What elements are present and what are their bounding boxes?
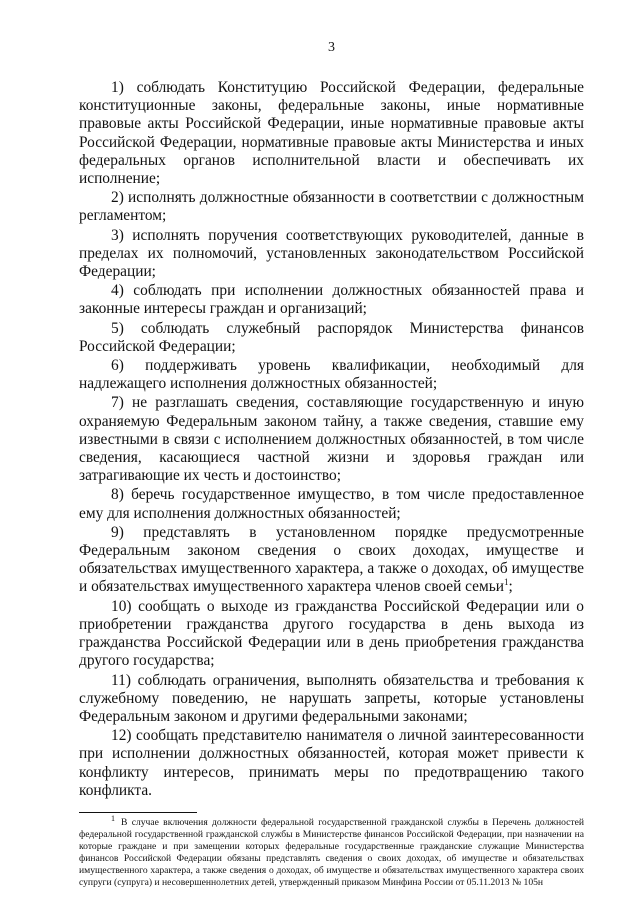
duty-item-5: 5) соблюдать служебный распорядок Министерства финансов Российской Федерации;	[79, 319, 584, 355]
duty-item-9	[79, 524, 584, 597]
duty-item-2: 2) исполнять должностные обязанности в соответствии с должностным регламентом;	[79, 189, 584, 225]
duty-item-12: 12) сообщать представителю нанимателя о личной заинтересованности при исполнении должностных обязанностей, которая может привести к конфликту интересов, принимать меры по предотвращению такого конфликта.	[79, 727, 584, 799]
duty-item-1: 1) соблюдать Конституцию Российской Федерации, федеральные конституционные законы, федеральные законы, иные нормативные правовые акты Российской Федерации, иные нормативные правовые акты Российской Федерации, нормативные правовые акты Министерства и иных федеральных органов исполнительной власти и обеспечивать их исполнение;	[79, 79, 584, 188]
footnote	[79, 813, 584, 889]
footnote-mark: 1	[111, 813, 115, 823]
footnote-text: В случае включения должности федеральной государственной гражданской службы в Перечень должностей федеральной государственной гражданской службы в Министерстве финансов Российской Федерации, при назначении на которые граждане и при замещении которых федеральные государственные гражданские служащие Министерства финансов Российской Федерации обязаны представлять сведения о своих доходах, об имуществе и обязательствах имущественного характера, а также сведения о доходах, об имуществе и обязательствах имущественного характера своих супруги (супруга) и несовершеннолетних детей, утвержденный приказом Минфина России от 05.11.2013 № 105н	[79, 816, 584, 888]
footnote-separator	[79, 812, 197, 813]
duty-item-3: 3) исполнять поручения соответствующих руководителей, данные в пределах их полномочий, установленных законодательством Российской Федерации;	[79, 226, 584, 281]
duty-item-9-tail: ;	[508, 578, 513, 596]
duty-item-10: 10) сообщать о выходе из гражданства Российской Федерации или о приобретении гражданства другого государства в день выхода из гражданства Российской Федерации или в день приобретения гражданства другого государства;	[79, 597, 584, 670]
duty-item-4: 4) соблюдать при исполнении должностных обязанностей права и законные интересы граждан и организаций;	[79, 282, 584, 318]
duty-item-7: 7) не разглашать сведения, составляющие государственную и иную охраняемую Федеральным законом тайну, а также сведения, ставшие ему известными в связи с исполнением должностных обязанностей, в том числе сведения, касающиеся частной жизни и здоровья граждан или затрагивающие их честь и достоинство;	[79, 394, 584, 485]
duties-list	[79, 79, 584, 800]
duty-item-11: 11) соблюдать ограничения, выполнять обязательства и требования к служебному поведению, не нарушать запреты, которые установлены Федеральным законом и другими федеральными законами;	[79, 671, 584, 725]
footnote-reference: 1	[504, 577, 509, 588]
page-number: 3	[328, 40, 335, 55]
duty-item-9-text: 9) представлять в установленном порядке предусмотренные Федеральным законом сведения о своих доходах, имуществе и обязательствах имущественного характера, а также о доходах, об имуществе и обязательствах имущественного характера членов своей семьи	[79, 523, 584, 596]
duty-item-6: 6) поддерживать уровень квалификации, необходимый для надлежащего исполнения должностных обязанностей;	[79, 357, 584, 393]
duty-item-8: 8) беречь государственное имущество, в том числе предоставленное ему для исполнения должностных обязанностей;	[79, 486, 584, 522]
